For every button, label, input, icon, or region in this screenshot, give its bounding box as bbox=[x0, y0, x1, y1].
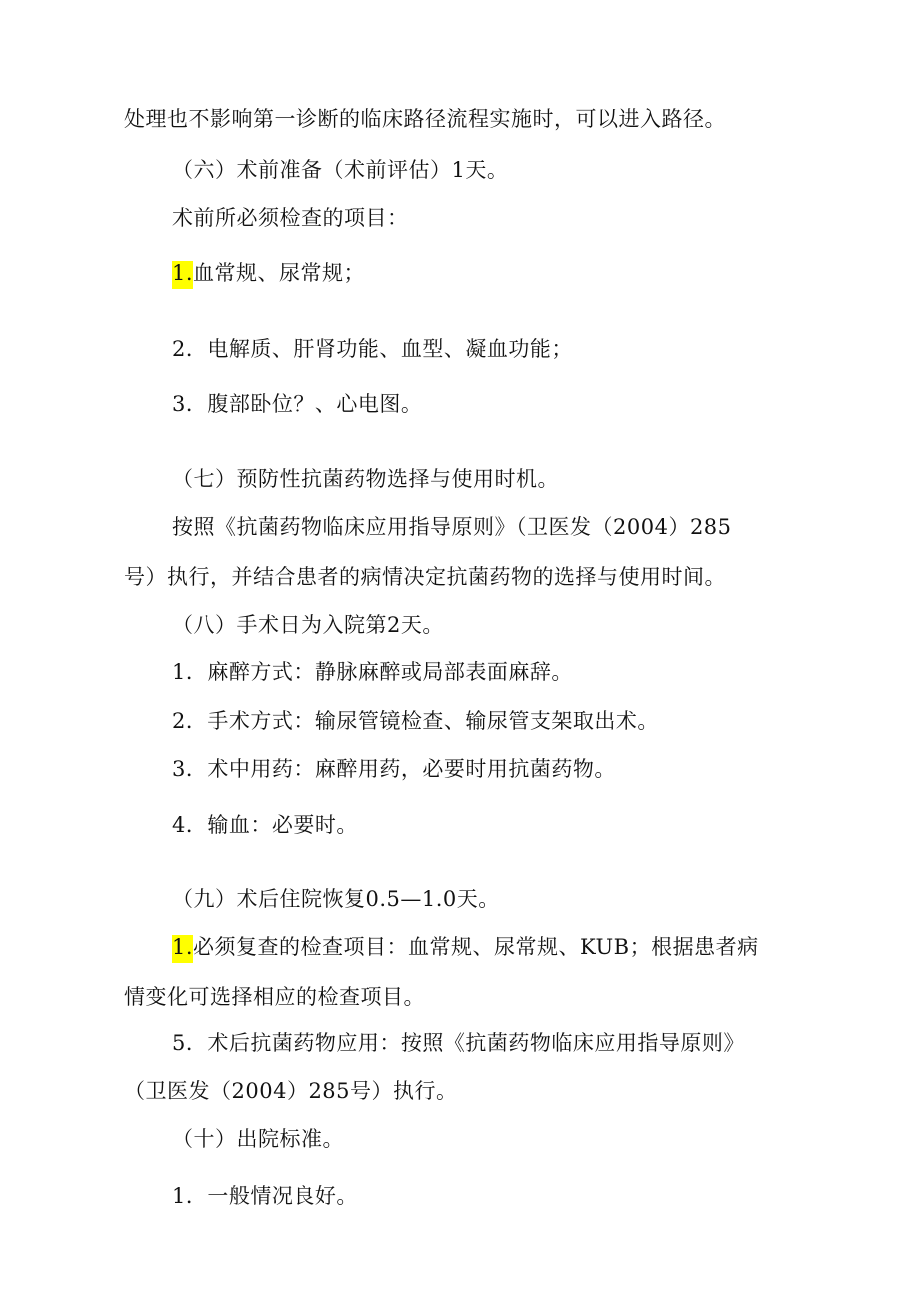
list-item: 3．术中用药：麻醉用药，必要时用抗菌药物。 bbox=[172, 757, 616, 781]
paragraph-line: 情变化可选择相应的检查项目。 bbox=[124, 985, 425, 1009]
list-item bbox=[172, 932, 759, 962]
list-item: 2．电解质、肝肾功能、血型、凝血功能； bbox=[172, 337, 573, 361]
highlighted-marker: 1. bbox=[172, 261, 193, 289]
list-item: 2．手术方式：输尿管镜检查、输尿管支架取出术。 bbox=[172, 709, 659, 733]
section-heading: （九）术后住院恢复0.5—1.0天。 bbox=[172, 887, 500, 911]
list-item bbox=[172, 258, 365, 288]
list-item: 1．麻醉方式：静脉麻醉或局部表面麻辞。 bbox=[172, 660, 573, 684]
paragraph-line: 处理也不影响第一诊断的临床路径流程实施时，可以进入路径。 bbox=[124, 107, 726, 131]
paragraph-line: 号）执行，并结合患者的病情决定抗菌药物的选择与使用时间。 bbox=[124, 565, 726, 589]
list-item: 4．输血：必要时。 bbox=[172, 813, 358, 837]
section-heading: （八）手术日为入院第2天。 bbox=[172, 613, 444, 637]
paragraph-line: 按照《抗菌药物临床应用指导原则》（卫医发（2004）285 bbox=[172, 515, 732, 539]
section-heading: （六）术前准备（术前评估）1天。 bbox=[172, 158, 509, 182]
section-heading: （七）预防性抗菌药物选择与使用时机。 bbox=[172, 467, 559, 491]
section-heading: （十）出院标准。 bbox=[172, 1127, 344, 1151]
list-item-text: 必须复查的检查项目：血常规、尿常规、KUB；根据患者病 bbox=[193, 935, 759, 959]
highlighted-marker: 1. bbox=[172, 935, 193, 963]
paragraph-line: （卫医发（2004）285号）执行。 bbox=[124, 1079, 458, 1103]
list-item: 1．一般情况良好。 bbox=[172, 1184, 358, 1208]
list-item: 5．术后抗菌药物应用：按照《抗菌药物临床应用指导原则》 bbox=[172, 1031, 745, 1055]
paragraph-line: 术前所必须检查的项目： bbox=[172, 206, 409, 230]
list-item: 3．腹部卧位？、心电图。 bbox=[172, 392, 423, 416]
list-item-text: 血常规、尿常规； bbox=[193, 261, 366, 285]
